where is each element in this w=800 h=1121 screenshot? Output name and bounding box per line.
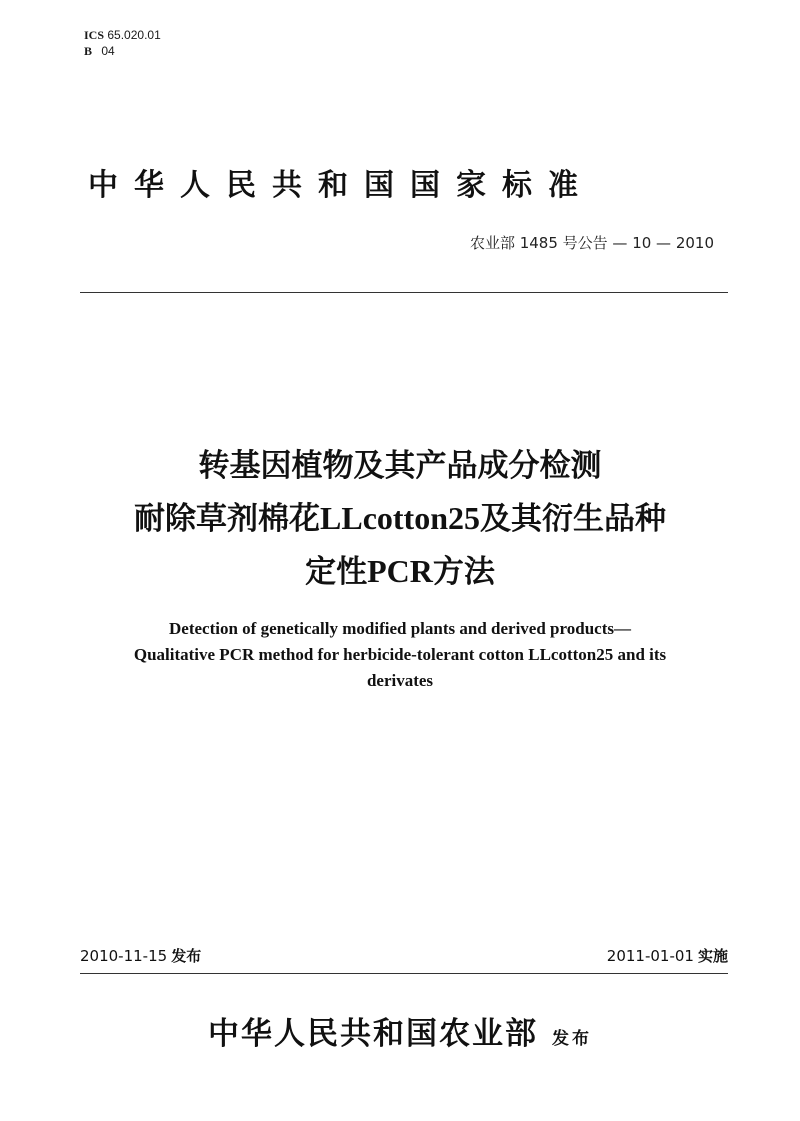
issue-date-block xyxy=(80,945,201,966)
effective-date-block xyxy=(607,945,728,966)
publisher-org: 中华人民共和国农业部 xyxy=(208,1016,538,1052)
chinese-title-line-2-latin: LLcotton25 xyxy=(320,500,480,536)
issue-word: 发布 xyxy=(171,947,202,965)
publisher-line xyxy=(0,1008,800,1053)
ccs-code: 04 xyxy=(101,44,115,58)
chinese-title-line-2 xyxy=(0,492,800,545)
ics-line xyxy=(84,27,161,43)
english-title-line-3: derivates xyxy=(366,671,434,690)
national-standard-title: 中华人民共和国国家标准 xyxy=(88,168,594,203)
bottom-divider xyxy=(80,973,728,974)
ccs-line xyxy=(84,43,161,59)
english-title xyxy=(60,616,740,694)
english-title-line-1: Detection of genetically modified plants and derived products— xyxy=(169,619,631,638)
chinese-title-line-2-suffix: 及其衍生品种 xyxy=(480,501,666,537)
ccs-label: B xyxy=(84,44,93,58)
chinese-title-line-1: 转基因植物及其产品成分检测 xyxy=(198,448,602,484)
chinese-title-line-3-latin: PCR xyxy=(367,553,433,589)
chinese-title-line-3-prefix: 定性 xyxy=(305,554,368,590)
classification-codes xyxy=(84,27,161,59)
top-divider xyxy=(80,292,728,293)
effective-word: 实施 xyxy=(697,947,728,965)
ics-label: ICS xyxy=(84,28,105,42)
ics-code: 65.020.01 xyxy=(107,28,161,42)
effective-date: 2011-01-01 xyxy=(606,947,694,965)
chinese-title-line-3-suffix: 方法 xyxy=(432,554,495,590)
issue-date: 2010-11-15 xyxy=(80,947,168,965)
chinese-title-line-2-prefix: 耐除草剂棉花 xyxy=(134,501,320,537)
english-title-line-2: Qualitative PCR method for herbicide-tolerant cotton LLcotton25 and its xyxy=(133,645,667,664)
date-row xyxy=(80,945,728,971)
chinese-title xyxy=(0,440,800,598)
standard-number: 农业部 1485 号公告 — 10 — 2010 xyxy=(469,234,714,252)
chinese-title-line-3 xyxy=(0,545,800,598)
publisher-action: 发布 xyxy=(552,1029,592,1049)
